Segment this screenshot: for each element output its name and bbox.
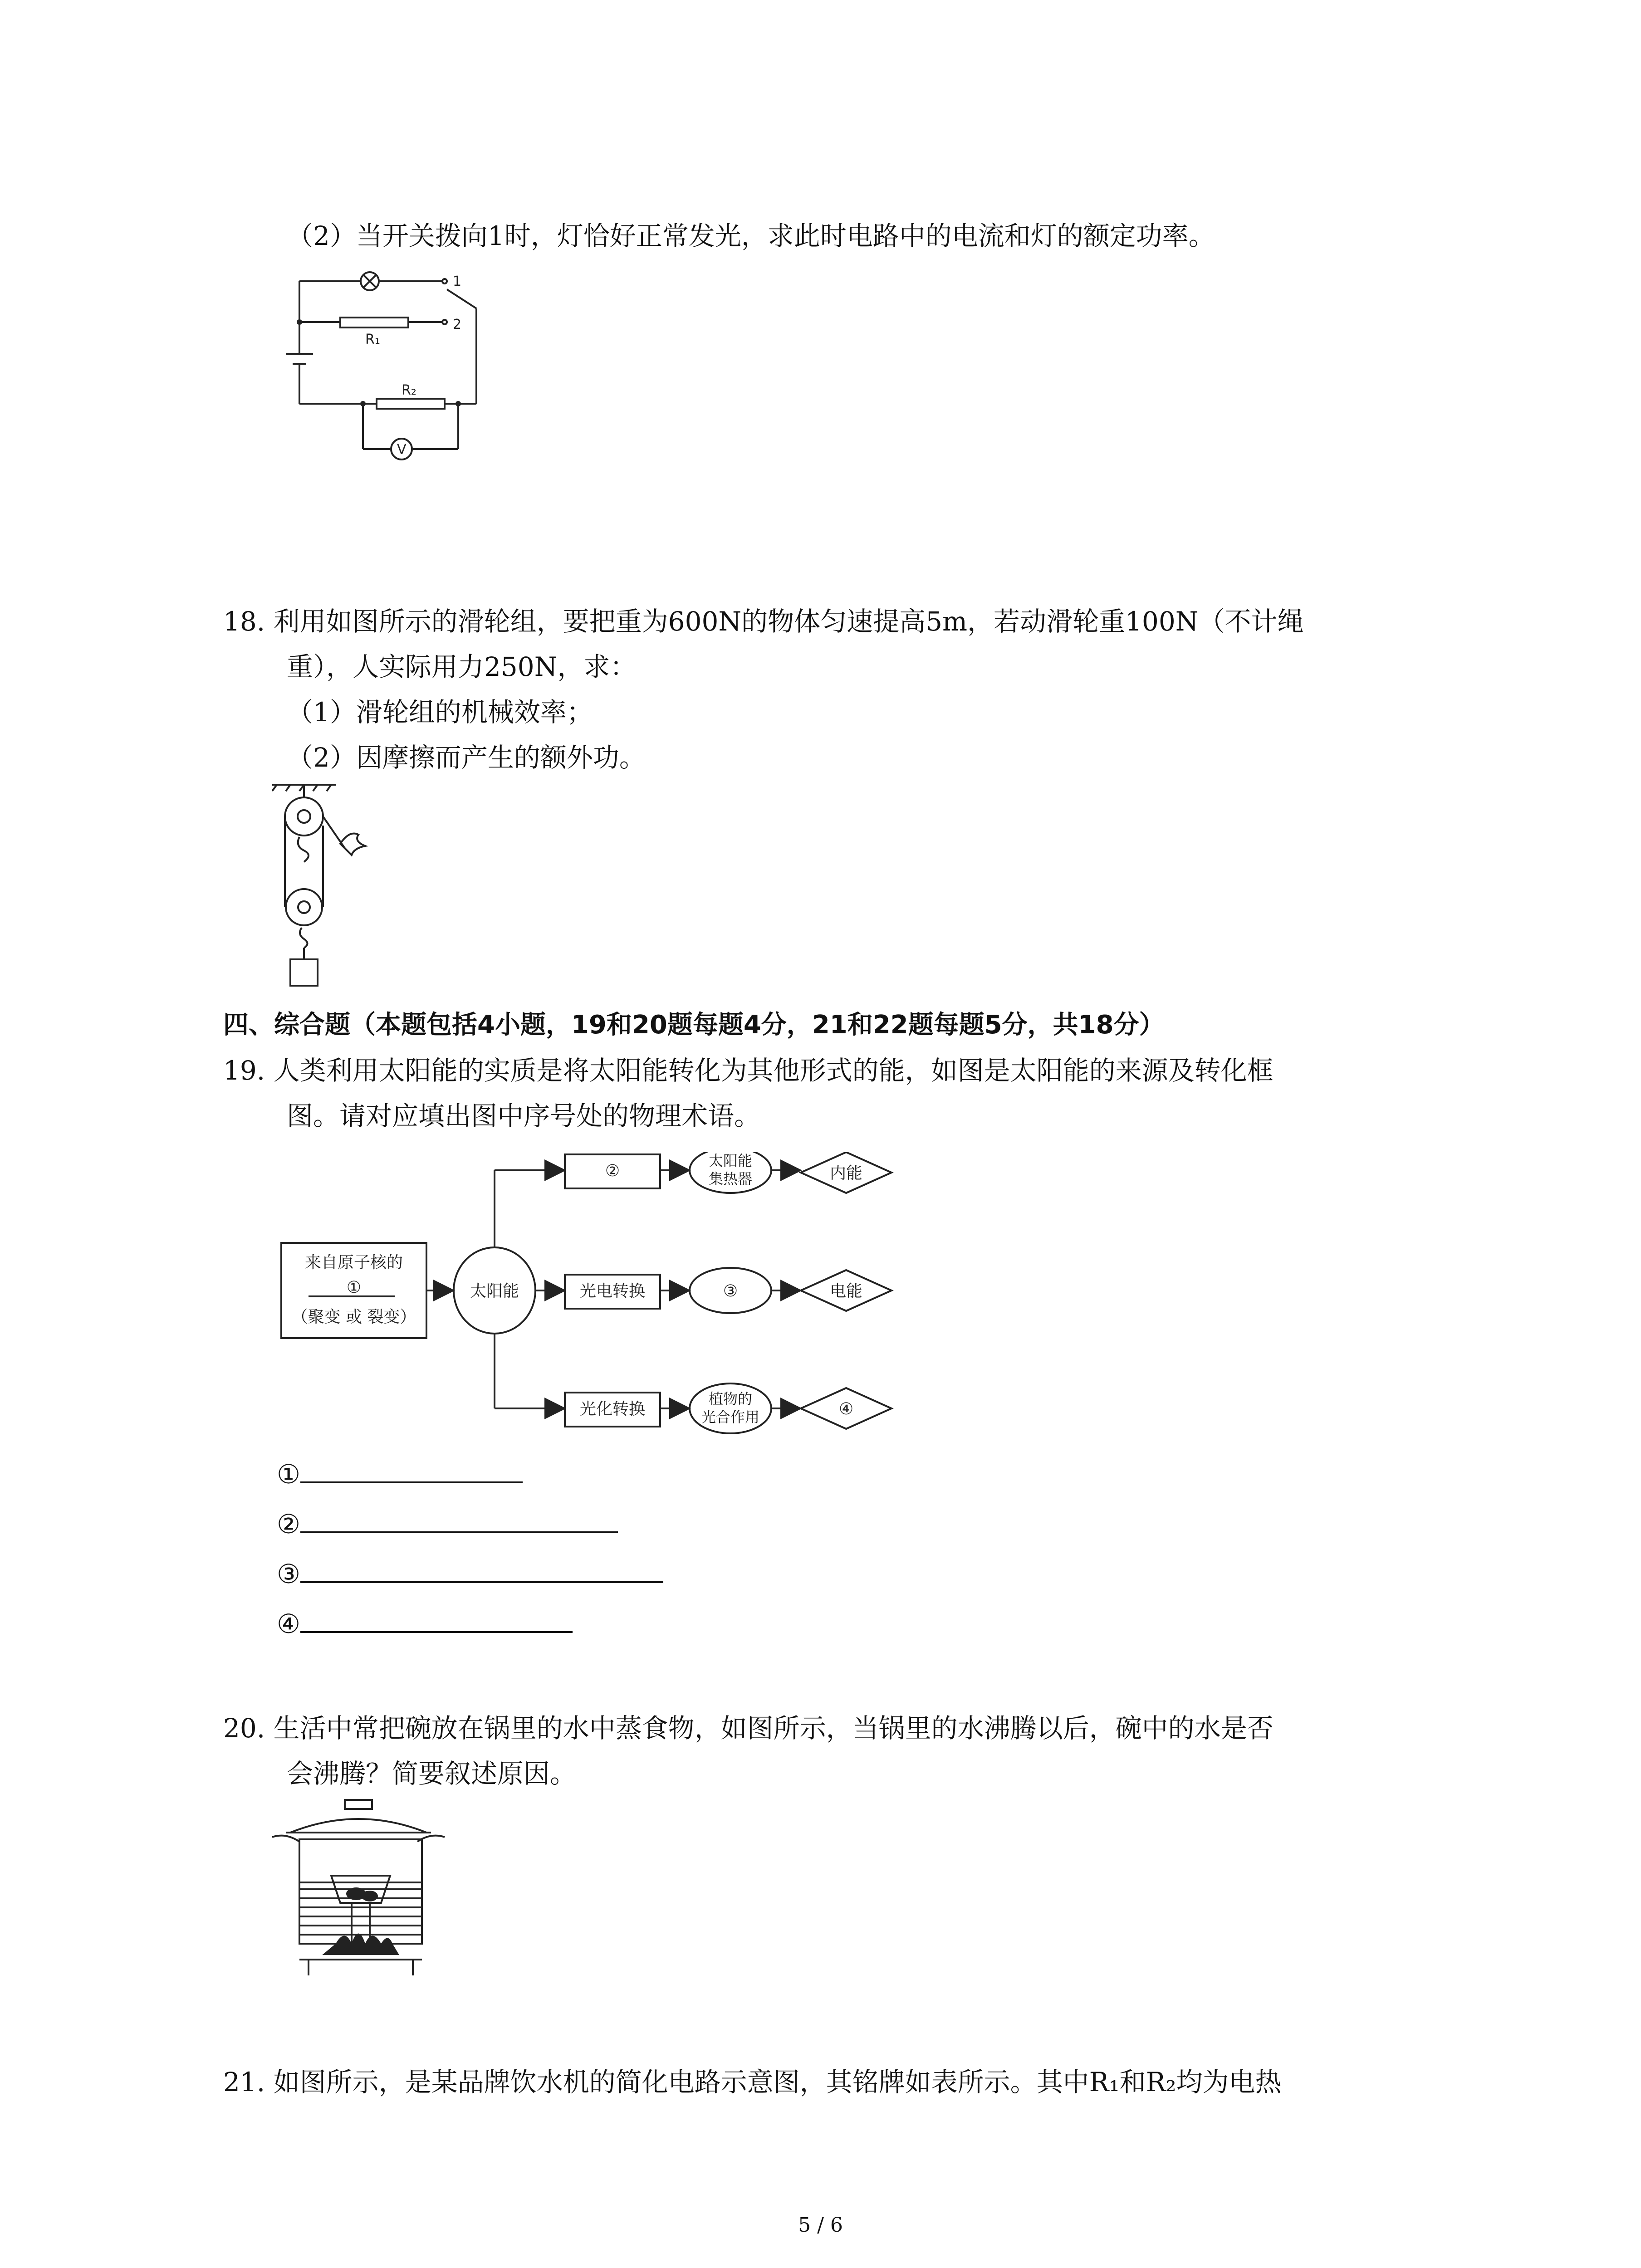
box-2-label: ② — [605, 1162, 620, 1180]
source-line1: 来自原子核的 — [304, 1253, 403, 1272]
source-line3: （聚变 或 裂变） — [291, 1308, 416, 1326]
q18-part1: （1）滑轮组的机械效率； — [287, 697, 593, 728]
answer-row-2 — [277, 1506, 618, 1542]
q19-line2: 图。请对应填出图中序号处的物理术语。 — [287, 1100, 761, 1131]
collector-line2: 集热器 — [708, 1170, 753, 1188]
photoelectric-label: 光电转换 — [579, 1282, 646, 1300]
q18-line2: 重），人实际用力250N，求： — [287, 651, 637, 682]
q19-line1: 19. 人类利用太阳能的实质是将太阳能转化为其他形式的能，如图是太阳能的来源及转化框 — [223, 1055, 1274, 1086]
answer-blank-2[interactable] — [300, 1506, 618, 1533]
voltmeter-label: V — [397, 442, 407, 458]
q18-line1: 18. 利用如图所示的滑轮组，要把重为600N的物体匀速提高5m，若动滑轮重100N（不计绳 — [223, 606, 1304, 637]
answer-marker-2: ② — [277, 1509, 300, 1540]
answer-blank-1[interactable] — [300, 1456, 523, 1483]
q17-part2-text: （2）当开关拨向1时，灯恰好正常发光，求此时电路中的电流和灯的额定功率。 — [287, 220, 1215, 251]
terminal-2-label: 2 — [453, 317, 462, 332]
r2-label: R₂ — [402, 382, 416, 398]
answer-marker-3: ③ — [277, 1559, 300, 1589]
circuit-diagram — [272, 263, 508, 474]
answer-blank-3[interactable] — [300, 1556, 663, 1583]
q20-line1: 20. 生活中常把碗放在锅里的水中蒸食物，如图所示，当锅里的水沸腾以后，碗中的水是否 — [223, 1713, 1274, 1744]
steaming-pot-figure — [272, 1796, 481, 1980]
q20-line2: 会沸腾？简要叙述原因。 — [287, 1758, 577, 1789]
page-number: 5 / 6 — [798, 2214, 843, 2237]
answer-row-4 — [277, 1606, 573, 1642]
answer-row-3 — [277, 1556, 663, 1592]
terminal-1-label: 1 — [453, 274, 462, 289]
photochemical-label: 光化转换 — [579, 1400, 646, 1418]
answer-row-1 — [277, 1456, 523, 1492]
section-4-heading: 四、综合题（本题包括4小题，19和20题每题4分，21和22题每题5分，共18分） — [223, 1010, 1165, 1040]
answer-marker-1: ① — [277, 1459, 300, 1490]
photosynthesis-line1: 植物的 — [708, 1390, 753, 1408]
sun-label: 太阳能 — [470, 1282, 519, 1300]
q18-part2: （2）因摩擦而产生的额外功。 — [287, 742, 646, 773]
answer-blank-4[interactable] — [300, 1606, 573, 1633]
source-marker: ① — [346, 1278, 362, 1297]
r1-label: R₁ — [365, 332, 380, 347]
q21-line1: 21. 如图所示，是某品牌饮水机的简化电路示意图，其铭牌如表所示。其中R₁和R₂均为电热 — [223, 2067, 1282, 2097]
oval-3-label: ③ — [723, 1282, 738, 1300]
solar-energy-flowchart — [272, 1152, 944, 1444]
diamond-4-label: ④ — [838, 1400, 854, 1418]
pulley-diagram — [272, 780, 390, 991]
electric-energy-label: 电能 — [829, 1282, 863, 1300]
photosynthesis-line2: 光合作用 — [701, 1408, 760, 1426]
collector-line1: 太阳能 — [708, 1152, 753, 1169]
answer-marker-4: ④ — [277, 1608, 300, 1639]
internal-energy-label: 内能 — [829, 1164, 863, 1183]
